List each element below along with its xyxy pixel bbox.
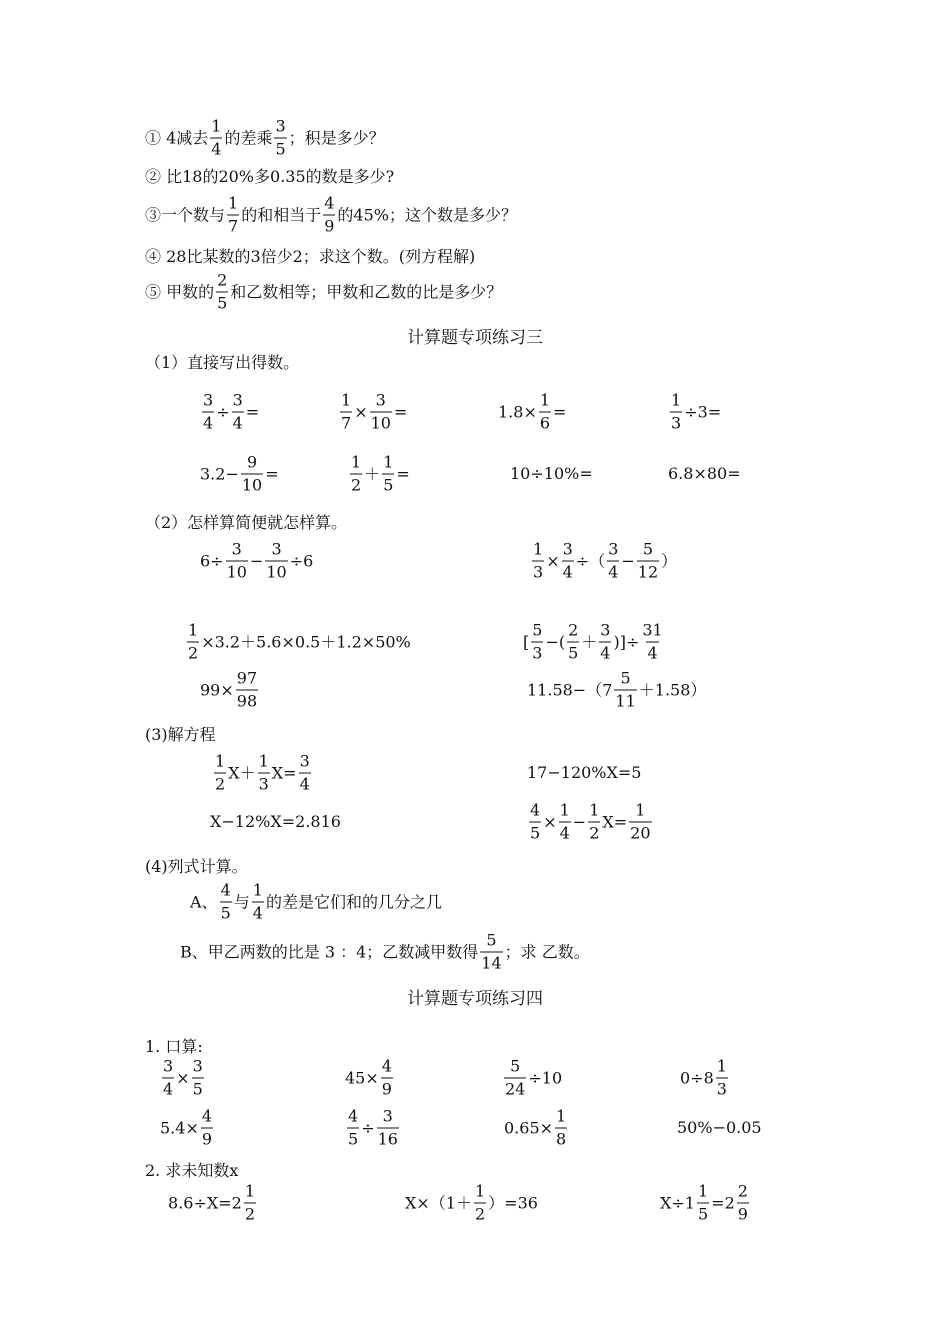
expression-fraction [381,1056,393,1099]
problem-text: ④ 28比某数的3倍少2；求这个数。(列方程解) [145,247,476,266]
denominator: 11 [615,691,636,711]
expression-e6 [348,452,410,495]
expression-e31 [660,1181,751,1224]
expression-e14 [527,668,707,711]
numerator: 4 [348,1106,359,1126]
numerator: 5 [510,1056,521,1076]
problem-text: 的差乘 [224,128,273,147]
denominator: 7 [341,413,352,433]
expression-e21 [160,1056,206,1099]
numerator: 1 [228,193,239,213]
expression-text: 6.8×80= [668,464,741,483]
numerator: 1 [697,1181,709,1201]
expression-fraction [214,751,226,794]
expression-text: ） [661,551,678,570]
expression-e25 [160,1106,215,1149]
numerator: 31 [642,620,663,640]
numerator: 1 [635,800,646,820]
expression-fraction [201,1106,213,1149]
numerator: 97 [236,668,258,688]
denominator: 9 [324,216,335,236]
problem-fraction [323,193,335,236]
denominator: 2 [215,774,226,794]
numerator: 3 [275,116,286,136]
expression-e24 [680,1056,730,1099]
denominator: 5 [217,293,228,313]
expression-fraction [192,1056,204,1099]
expression-fraction [241,452,263,495]
expression-text: 5.4× [160,1118,199,1137]
problem-text: 的45%；这个数是多少？ [337,205,517,224]
expression-fraction [220,880,232,923]
denominator: 2 [244,1204,256,1224]
section-heading-sec-2: （2）怎样算简便就怎样算。 [145,513,348,532]
numerator: 3 [600,620,611,640]
expression-text: = [393,402,408,421]
numerator: 1 [671,390,682,410]
problem-fraction [227,193,239,236]
expression-text: ）=36 [488,1193,538,1212]
numerator: 1 [556,1106,567,1126]
expression-text: X−12%X=2.816 [210,812,341,831]
numerator: 4 [324,193,335,213]
section-heading-sec-5: 1. 口算: [145,1037,203,1056]
problem-text: ② 比18的20%多0.35的数是多少? [145,167,395,186]
expression-text: ；求 乙数。 [504,942,590,961]
numerator: 3 [382,1106,393,1126]
expression-text: =2 [711,1193,735,1212]
expression-text: ＋ [364,464,381,483]
denominator: 98 [236,691,258,711]
expression-fraction [480,930,502,973]
numerator: 1 [539,390,551,410]
expression-text: A、 [190,892,218,911]
expression-fraction [350,452,362,495]
expression-e11 [185,620,411,663]
denominator: 20 [630,823,651,843]
expression-text: B、甲乙两数的比是 3 ：4；乙数减甲数得 [180,942,479,961]
expression-fraction [265,539,287,582]
expression-fraction [529,800,541,843]
expression-e2 [338,390,408,433]
expression-text: − [572,812,587,831]
denominator: 2 [188,643,199,663]
expression-text: )]÷ [613,632,640,651]
expression-fraction [202,390,214,433]
problem-p2 [145,169,394,185]
expression-fraction [340,390,352,433]
expression-text: 45× [345,1068,379,1087]
expression-text: 50%−0.05 [677,1118,762,1137]
expression-fraction [567,620,579,663]
expression-fraction [504,1056,526,1099]
expression-e28 [677,1120,762,1136]
expression-text: ×3.2＋5.6×0.5＋1.2×50% [201,632,411,651]
expression-fraction [258,751,270,794]
expression-fraction [614,668,636,711]
problem-text: 和乙数相等；甲数和乙数的比是多少？ [230,282,503,301]
expression-fraction [716,1056,728,1099]
numerator: 3 [375,390,386,410]
denominator: 3 [671,413,682,433]
numerator: 4 [201,1106,213,1126]
expression-fraction [299,751,311,794]
denominator: 2 [351,475,362,495]
expression-text: 0.65× [504,1118,554,1137]
numerator: 1 [341,390,352,410]
expression-fraction [382,452,394,495]
expression-e19 [190,880,442,923]
expression-e17 [210,814,341,830]
denominator: 12 [637,562,659,582]
expression-fraction [737,1181,749,1224]
numerator: 1 [211,116,222,136]
problem-fraction [210,116,222,159]
section-heading-sec-4: (4)列式计算。 [145,857,248,876]
expression-e23 [502,1056,563,1099]
numerator: 2 [568,620,579,640]
denominator: 5 [383,475,394,495]
numerator: 1 [716,1056,727,1076]
expression-e18 [527,800,654,843]
expression-fraction [670,390,682,433]
expression-text: [ [523,632,530,651]
numerator: 1 [383,452,394,472]
numerator: 1 [589,800,600,820]
denominator: 4 [608,562,619,582]
expression-text: 10÷10%= [510,464,593,483]
numerator: 5 [642,539,654,559]
numerator: 1 [252,880,263,900]
expression-text: ÷ [216,402,230,421]
denominator: 10 [226,562,247,582]
expression-text: = [245,402,260,421]
numerator: 4 [220,880,231,900]
expression-fraction [697,1181,709,1224]
problem-text: ① 4减去 [145,128,209,147]
expression-fraction [539,390,551,433]
numerator: 1 [351,452,362,472]
expression-text: ÷（ [575,551,606,570]
expression-fraction [588,800,600,843]
expression-fraction [629,800,651,843]
denominator: 10 [266,562,287,582]
denominator: 5 [530,823,541,843]
problem-fraction [274,116,286,159]
denominator: 3 [533,562,544,582]
denominator: 4 [203,413,214,433]
expression-fraction [559,800,571,843]
expression-fraction [607,539,619,582]
denominator: 2 [589,823,600,843]
denominator: 6 [539,413,551,433]
denominator: 4 [211,139,222,159]
expression-text: ÷6 [289,551,314,570]
expression-fraction [531,620,543,663]
expression-fraction [244,1181,256,1224]
expression-text: ÷3= [684,402,722,421]
denominator: 4 [299,774,310,794]
problem-text: 的和相当于 [241,205,322,224]
expression-e8 [668,466,741,482]
problem-fraction [216,270,228,313]
expression-text: X×（1＋ [405,1193,472,1212]
expression-text: × [543,812,557,831]
expression-e22 [345,1056,395,1099]
expression-fraction [562,539,574,582]
expression-e12 [523,620,666,663]
expression-e16 [527,765,641,781]
denominator: 8 [556,1129,567,1149]
expression-fraction [555,1106,567,1149]
denominator: 2 [474,1204,486,1224]
denominator: 10 [241,475,263,495]
denominator: 5 [348,1129,359,1149]
numerator: 3 [299,751,310,771]
expression-fraction [641,620,663,663]
expression-e26 [345,1106,401,1149]
denominator: 24 [505,1079,526,1099]
expression-text: ＋ [581,632,598,651]
expression-e27 [504,1106,569,1149]
expression-fraction [187,620,199,663]
expression-text: = [553,402,567,421]
expression-text: 1.8× [498,402,537,421]
expression-text: 11.58−（7 [527,680,613,699]
denominator: 4 [600,643,611,663]
expression-e13 [200,668,260,711]
numerator: 3 [608,539,619,559]
expression-fraction [377,1106,399,1149]
section-heading-sec-3: (3)解方程 [145,725,216,744]
expression-e4 [668,390,722,433]
expression-fraction [162,1056,174,1099]
expression-text: 17−120%X=5 [527,763,642,782]
denominator: 5 [192,1079,203,1099]
expression-text: X＋ [228,763,256,782]
numerator: 4 [381,1056,392,1076]
numerator: 3 [163,1056,174,1076]
denominator: 10 [370,413,391,433]
expression-text: 8.6÷X=2 [168,1193,242,1212]
expression-text: X= [271,763,297,782]
expression-fraction [347,1106,359,1149]
denominator: 4 [163,1079,174,1099]
denominator: 16 [377,1129,398,1149]
numerator: 5 [620,668,631,688]
problem-p4 [145,249,475,265]
expression-text: − [621,551,635,570]
numerator: 1 [533,539,544,559]
problem-p5 [145,270,503,313]
expression-e29 [168,1181,258,1224]
expression-e15 [212,751,313,794]
numerator: 3 [271,539,282,559]
denominator: 7 [228,216,239,236]
expression-e1 [200,390,260,433]
expression-e5 [200,452,279,495]
denominator: 4 [232,413,243,433]
expression-e30 [405,1181,538,1224]
problem-text: ⑤ 甲数的 [145,282,215,301]
expression-fraction [236,668,258,711]
numerator: 3 [562,539,573,559]
expression-e3 [498,390,567,433]
expression-fraction [252,880,264,923]
expression-text: 的差是它们和的几分之几 [265,892,442,911]
expression-text: X÷1 [660,1193,695,1212]
denominator: 4 [252,903,263,923]
expression-fraction [532,539,544,582]
denominator: 5 [275,139,286,159]
denominator: 3 [532,643,543,663]
expression-e7 [510,466,593,482]
expression-text: X= [602,812,628,831]
numerator: 1 [559,800,570,820]
denominator: 4 [559,823,570,843]
numerator: 5 [532,620,543,640]
numerator: 3 [231,539,242,559]
problem-p3 [145,193,517,236]
numerator: 2 [217,270,228,290]
expression-text: 99× [200,680,234,699]
section-heading-sec-6: 2. 求未知数x [145,1161,239,1180]
denominator: 4 [647,643,658,663]
expression-text: × [546,551,560,570]
problem-p1 [145,116,385,159]
expression-text: − [249,551,264,570]
denominator: 9 [737,1204,748,1224]
expression-e10 [530,539,678,582]
numerator: 1 [215,751,226,771]
expression-text: × [176,1068,190,1087]
expression-fraction [637,539,659,582]
expression-fraction [474,1181,486,1224]
expression-text: × [354,402,368,421]
numerator: 2 [737,1181,748,1201]
numerator: 5 [486,930,497,950]
expression-e20 [180,930,590,973]
expression-fraction [226,539,248,582]
numerator: 1 [258,751,269,771]
expression-text: ÷ [361,1118,375,1137]
expression-text: = [396,464,410,483]
denominator: 3 [258,774,269,794]
denominator: 9 [201,1129,213,1149]
denominator: 5 [220,903,231,923]
expression-text: 3.2− [200,464,239,483]
numerator: 1 [188,620,199,640]
problem-text: ③一个数与 [145,205,226,224]
numerator: 3 [203,390,214,410]
expression-fraction [599,620,611,663]
denominator: 4 [562,562,573,582]
expression-text: 与 [233,892,250,911]
numerator: 1 [244,1181,256,1201]
numerator: 3 [192,1056,203,1076]
problem-text: ；积是多少？ [288,128,385,147]
denominator: 14 [481,953,502,973]
numerator: 3 [232,390,243,410]
numerator: 9 [246,452,258,472]
denominator: 5 [697,1204,709,1224]
expression-text: ÷10 [528,1068,563,1087]
expression-fraction [370,390,392,433]
expression-fraction [232,390,244,433]
denominator: 3 [716,1079,727,1099]
expression-text: −( [545,632,566,651]
denominator: 9 [381,1079,392,1099]
expression-text: 6÷ [200,551,224,570]
section-heading-sec-1: （1）直接写出得数。 [145,353,300,372]
title-3: 计算题专项练习三 [407,328,543,348]
numerator: 4 [530,800,541,820]
expression-text: 0÷8 [680,1068,714,1087]
title-4: 计算题专项练习四 [407,989,543,1009]
numerator: 1 [474,1181,486,1201]
expression-e9 [200,539,314,582]
expression-text: ＋1.58） [638,680,707,699]
expression-text: = [265,464,279,483]
denominator: 5 [568,643,579,663]
